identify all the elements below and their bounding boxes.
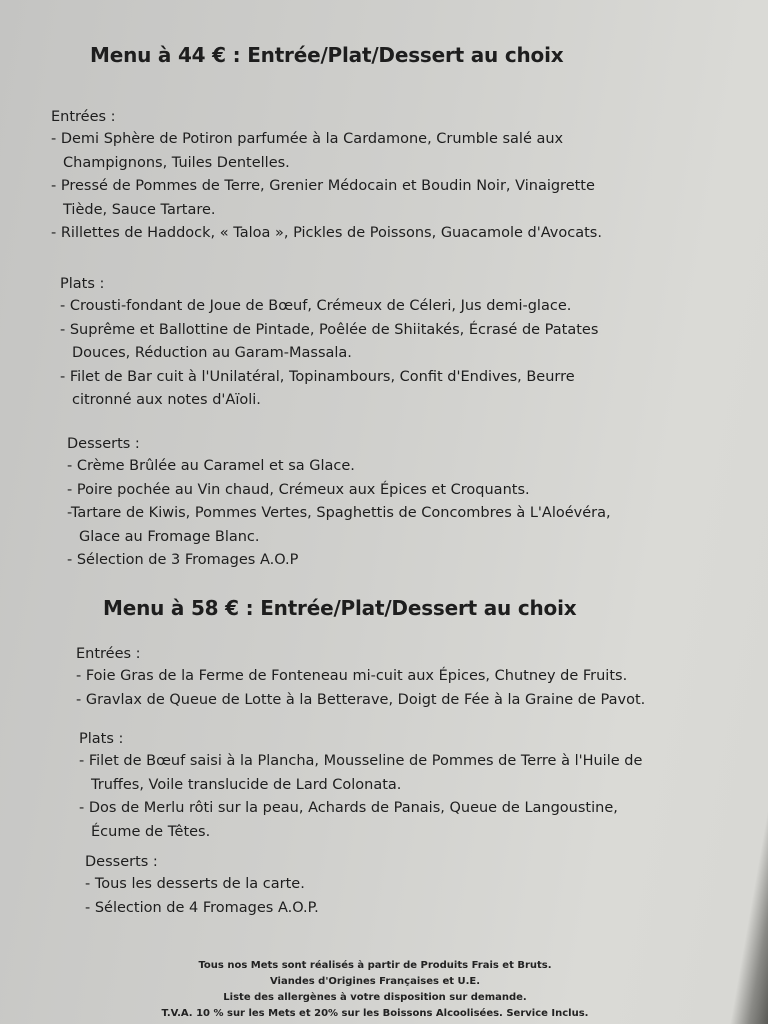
section-label: Entrées : [76, 646, 141, 662]
menu-item [51, 222, 602, 246]
menu-58-entrees [76, 646, 645, 712]
menu-item-line: Champignons, Tuiles Dentelles. [63, 154, 290, 171]
menu-44-plats [60, 276, 598, 413]
menu-44-entrees [51, 109, 602, 246]
menu-item-line: Glace au Fromage Blanc. [79, 528, 260, 545]
menu-item [67, 455, 611, 479]
section-label: Plats : [60, 276, 105, 292]
menu-item [76, 689, 645, 713]
menu-item [67, 549, 611, 573]
footer-line: Tous nos Mets sont réalisés à partir de Produits Frais et Bruts. [198, 960, 552, 971]
footer-notes [140, 958, 610, 1022]
menu-item-line: -Tartare de Kiwis, Pommes Vertes, Spaghettis de Concombres à L'Aloévéra, [67, 505, 611, 521]
menu-item-line: - Tous les desserts de la carte. [85, 876, 305, 892]
menu-item-line: citronné aux notes d'Aïoli. [72, 392, 261, 408]
menu-item-line: - Crème Brûlée au Caramel et sa Glace. [67, 458, 355, 474]
menu-item-line: - Gravlax de Queue de Lotte à la Betterave, Doigt de Fée à la Graine de Pavot. [76, 691, 646, 708]
menu-item [60, 319, 598, 366]
menu-item-line: - Demi Sphère de Potiron parfumée à la Cardamone, Crumble salé aux [51, 131, 564, 147]
menu-item-line: Écume de Têtes. [91, 823, 211, 840]
footer-line: Liste des allergènes à votre disposition sur demande. [223, 992, 527, 1003]
menu-item-line: - Poire pochée au Vin chaud, Crémeux aux Épices et Croquants. [67, 481, 530, 498]
menu-58-title: Menu à 58 € : Entrée/Plat/Dessert au choix [103, 596, 577, 620]
menu-item [67, 502, 611, 549]
menu-item [67, 479, 611, 503]
footer-line: T.V.A. 10 % sur les Mets et 20% sur les Boissons Alcoolisées. Service Inclus. [161, 1008, 589, 1019]
menu-item [51, 128, 602, 175]
menu-item [79, 797, 642, 844]
section-label: Desserts : [67, 436, 140, 452]
menu-item [60, 295, 598, 319]
menu-item-line: - Sélection de 3 Fromages A.O.P [67, 552, 299, 568]
menu-44-title: Menu à 44 € : Entrée/Plat/Dessert au choix [90, 43, 564, 67]
menu-item-line: - Suprême et Ballottine de Pintade, Poêlée de Shiitakés, Écrasé de Patates [60, 321, 599, 338]
section-label: Entrées : [51, 109, 116, 125]
menu-58-plats [79, 731, 642, 844]
menu-item-line: - Filet de Bœuf saisi à la Plancha, Mousseline de Pommes de Terre à l'Huile de [79, 753, 643, 769]
menu-item [85, 897, 319, 921]
menu-item-line: - Rillettes de Haddock, « Taloa », Pickles de Poissons, Guacamole d'Avocats. [51, 225, 602, 241]
footer-line: Viandes d'Origines Françaises et U.E. [269, 976, 481, 987]
section-label: Desserts : [85, 854, 158, 870]
menu-item [76, 665, 645, 689]
menu-item-line: Truffes, Voile translucide de Lard Colonata. [91, 776, 402, 793]
menu-44-desserts [67, 436, 611, 573]
menu-item-line: - Sélection de 4 Fromages A.O.P. [85, 899, 319, 916]
menu-item [85, 873, 319, 897]
menu-item-line: - Pressé de Pommes de Terre, Grenier Médocain et Boudin Noir, Vinaigrette [51, 178, 595, 194]
menu-item-line: - Dos de Merlu rôti sur la peau, Achards de Panais, Queue de Langoustine, [79, 800, 618, 816]
section-label: Plats : [79, 731, 124, 747]
menu-item [79, 750, 642, 797]
menu-item [51, 175, 602, 222]
menu-item-line: - Crousti-fondant de Joue de Bœuf, Crémeux de Céleri, Jus demi-glace. [60, 298, 572, 314]
menu-item-line: Tiède, Sauce Tartare. [63, 201, 216, 218]
menu-item-line: - Filet de Bar cuit à l'Unilatéral, Topinambours, Confit d'Endives, Beurre [60, 368, 575, 385]
menu-item-line: - Foie Gras de la Ferme de Fonteneau mi-cuit aux Épices, Chutney de Fruits. [76, 668, 628, 684]
menu-item-line: Douces, Réduction au Garam-Massala. [72, 345, 352, 361]
menu-item [60, 366, 598, 413]
menu-58-desserts [85, 854, 319, 920]
